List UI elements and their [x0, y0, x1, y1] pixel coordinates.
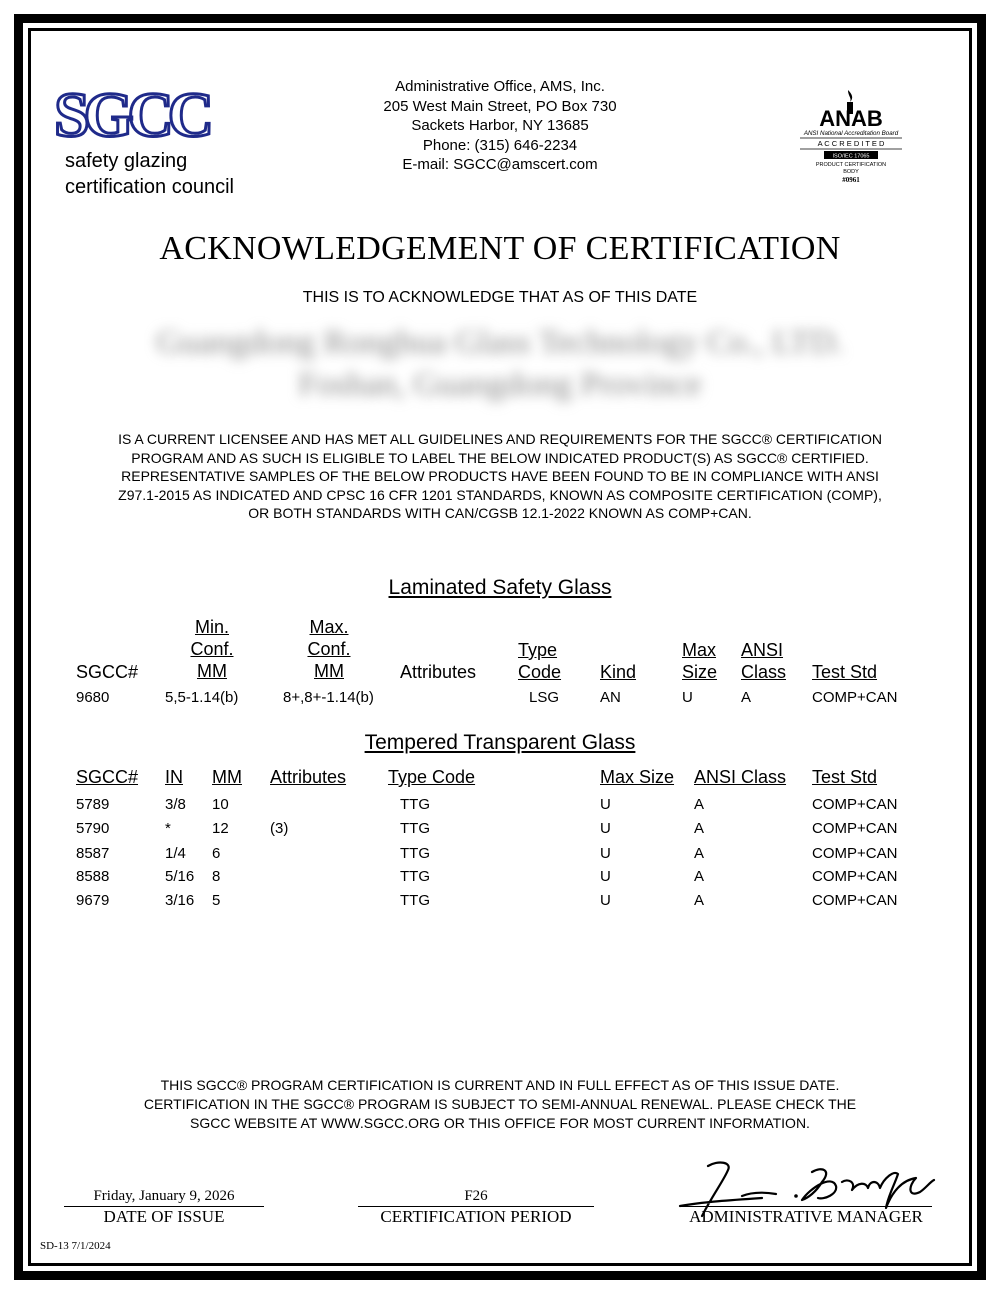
statement-line: IS A CURRENT LICENSEE AND HAS MET ALL GUIDELINES AND REQUIREMENTS FOR THE SGCC® CERTIFICATION	[118, 431, 882, 447]
licensee-line2: Foshan, Guangdong Province	[298, 366, 702, 403]
cell-sgcc: 9679	[76, 892, 110, 909]
cell-mm: 12	[212, 820, 229, 837]
cell-mm: 6	[212, 845, 221, 862]
cell-mm: 8	[212, 868, 221, 885]
cell-ansi-class: A	[741, 689, 752, 706]
office-email: E-mail: SGCC@amscert.com	[402, 156, 598, 173]
temp-header-ansi-class: ANSI Class	[694, 767, 787, 787]
cell-sgcc: 5790	[76, 820, 110, 837]
cell-attributes: (3)	[270, 820, 289, 837]
svg-text:PRODUCT CERTIFICATION: PRODUCT CERTIFICATION	[815, 162, 887, 168]
office-address	[360, 77, 640, 175]
cell-ansi-class: A	[694, 892, 705, 909]
footer-line: THIS SGCC® PROGRAM CERTIFICATION IS CURRENT AND IN FULL EFFECT AS OF THIS ISSUE DATE.	[160, 1077, 840, 1093]
temp-header-type-code: Type Code	[388, 767, 476, 787]
statement-line: OR BOTH STANDARDS WITH CAN/CGSB 12.1-2022 KNOWN AS COMP+CAN.	[248, 505, 752, 521]
cell-test-std: COMP+CAN	[812, 892, 898, 909]
cell-test-std: COMP+CAN	[812, 820, 898, 837]
temp-header-max-size: Max Size	[600, 767, 675, 787]
lam-header-min-line: Conf.	[190, 639, 234, 659]
statement-line: PROGRAM AND AS SUCH IS ELIGIBLE TO LABEL THE BELOW INDICATED PRODUCT(S) AS SGCC® CERTIFIED.	[131, 449, 869, 466]
svg-text:BODY: BODY	[843, 169, 859, 175]
cell-ansi-class: A	[694, 796, 705, 813]
cell-in: 3/16	[165, 892, 195, 909]
cell-type-code: TTG	[400, 868, 430, 885]
svg-text:ANSI National Accreditation Bo: ANSI National Accreditation Board	[803, 130, 899, 137]
anab-accreditation-seal	[790, 88, 912, 188]
cell-in: 3/8	[165, 796, 186, 813]
lam-header-max-conf	[302, 616, 356, 682]
licensee-name	[120, 322, 880, 406]
tempered-section-title	[0, 731, 1000, 755]
cell-min-conf: 5,5-1.14(b)	[165, 689, 239, 706]
lam-header-type-line: Type	[518, 640, 558, 660]
cell-type-code: TTG	[400, 892, 430, 909]
footer-line: CERTIFICATION IN THE SGCC® PROGRAM IS SUBJECT TO SEMI-ANNUAL RENEWAL. PLEASE CHECK THE	[143, 1096, 857, 1112]
cell-test-std: COMP+CAN	[812, 796, 898, 813]
lam-header-min-line: MM	[197, 661, 227, 681]
cell-ansi-class: A	[694, 820, 705, 837]
cell-max-size: U	[600, 892, 611, 909]
statement-line: REPRESENTATIVE SAMPLES OF THE BELOW PRODUCTS HAVE BEEN FOUND TO BE IN COMPLIANCE WITH ANSI	[121, 468, 879, 484]
issue-date-label: DATE OF ISSUE	[103, 1207, 225, 1226]
cell-max-size: U	[600, 796, 611, 813]
cell-test-std: COMP+CAN	[812, 689, 898, 706]
temp-header-in: IN	[165, 767, 183, 787]
issue-date-value: Friday, January 9, 2026	[93, 1188, 235, 1204]
lam-header-min-line: Min.	[194, 617, 229, 637]
temp-header-test-std: Test Std	[812, 767, 878, 787]
lam-header-ansi-line: Class	[741, 662, 787, 682]
cell-ansi-class: A	[694, 845, 705, 862]
lam-header-maxsize-line: Max	[682, 640, 717, 660]
licensee-line1: Guangdong Ronghua Glass Technology Co., LTD.	[156, 324, 844, 361]
org-name	[65, 148, 234, 200]
office-line: 205 West Main Street, PO Box 730	[383, 97, 617, 115]
temp-header-attributes: Attributes	[270, 767, 347, 787]
lam-header-test-std: Test Std	[812, 662, 878, 682]
lam-header-type-line: Code	[518, 662, 562, 682]
cell-type-code: TTG	[400, 820, 430, 837]
org-name-line1: safety glazing	[65, 150, 188, 172]
cell-max-size: U	[600, 868, 611, 885]
temp-header-mm: MM	[212, 767, 242, 787]
lam-header-ansi-line: ANSI	[741, 640, 784, 660]
cell-max-size: U	[600, 845, 611, 862]
office-line: Administrative Office, AMS, Inc.	[395, 78, 605, 95]
cell-in: 5/16	[165, 868, 195, 885]
cell-max-size: U	[600, 820, 611, 837]
cell-sgcc: 9680	[76, 689, 110, 706]
statement-line: Z97.1-2015 AS INDICATED AND CPSC 16 CFR 1201 STANDARDS, KNOWN AS COMPOSITE CERTIFICATION (COMP),	[118, 486, 882, 503]
cell-kind: AN	[600, 689, 621, 706]
cell-in: *	[165, 820, 171, 837]
lam-header-ansi-class	[741, 639, 786, 683]
page-title: ACKNOWLEDGEMENT OF CERTIFICATION	[159, 230, 841, 267]
svg-text:SGCC: SGCC	[54, 79, 208, 150]
sgcc-logo	[54, 79, 208, 150]
office-line: Phone: (315) 646-2234	[422, 136, 578, 154]
cell-sgcc: 5789	[76, 796, 110, 813]
certification-period-label: CERTIFICATION PERIOD	[380, 1207, 572, 1226]
lam-header-max-size	[682, 639, 717, 683]
svg-text:ISO/IEC 17065: ISO/IEC 17065	[832, 153, 870, 160]
tempered-title-text: Tempered Transparent Glass	[364, 731, 636, 754]
svg-text:#0961: #0961	[842, 176, 860, 184]
cell-test-std: COMP+CAN	[812, 868, 898, 885]
cell-type-code: TTG	[400, 796, 430, 813]
cell-mm: 10	[212, 796, 229, 813]
office-line: Sackets Harbor, NY 13685	[411, 117, 589, 134]
certification-period-value: F26	[464, 1188, 488, 1204]
lam-header-sgcc: SGCC#	[76, 662, 139, 682]
manager-label: ADMINISTRATIVE MANAGER	[689, 1207, 923, 1226]
cell-type-code: LSG	[529, 689, 560, 706]
lam-header-type-code	[518, 639, 561, 683]
lam-header-max-line: MM	[314, 661, 344, 681]
cell-ansi-class: A	[694, 868, 705, 885]
lam-header-min-conf	[186, 616, 238, 682]
certification-statement	[50, 430, 950, 523]
cell-max-conf: 8+,8+-1.14(b)	[283, 689, 374, 706]
cell-sgcc: 8588	[76, 868, 110, 885]
footer-statement	[60, 1076, 940, 1133]
cell-max-size: U	[682, 689, 693, 706]
cell-mm: 5	[212, 892, 221, 909]
page-subtitle: THIS IS TO ACKNOWLEDGE THAT AS OF THIS DATE	[302, 289, 698, 306]
temp-header-sgcc: SGCC#	[76, 767, 139, 787]
cell-test-std: COMP+CAN	[812, 845, 898, 862]
svg-text:ANAB: ANAB	[819, 106, 883, 131]
laminated-title-text: Laminated Safety Glass	[388, 576, 612, 599]
lam-header-max-line: Max.	[309, 617, 349, 637]
cell-sgcc: 8587	[76, 845, 110, 862]
svg-text:A C C R E D I T E D: A C C R E D I T E D	[817, 139, 885, 148]
cell-in: 1/4	[165, 845, 186, 862]
laminated-section-title	[0, 576, 1000, 600]
lam-header-attributes: Attributes	[400, 662, 477, 682]
lam-header-maxsize-line: Size	[682, 662, 718, 682]
cell-type-code: TTG	[400, 845, 430, 862]
form-id: SD-13 7/1/2024	[40, 1240, 111, 1252]
lam-header-kind: Kind	[600, 662, 637, 682]
org-name-line2: certification council	[65, 176, 234, 198]
footer-line: SGCC WEBSITE AT WWW.SGCC.ORG OR THIS OFFICE FOR MOST CURRENT INFORMATION.	[190, 1115, 810, 1131]
lam-header-max-line: Conf.	[307, 639, 351, 659]
